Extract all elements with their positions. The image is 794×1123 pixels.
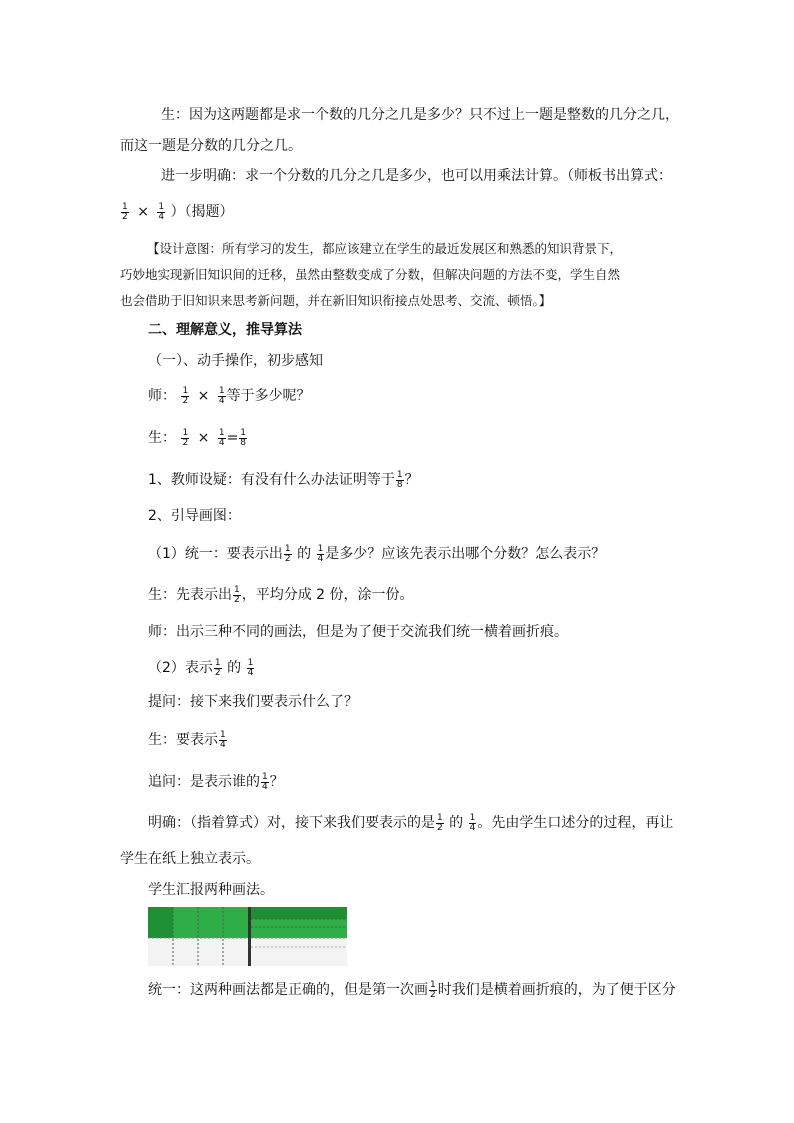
student-answer: 生：先表示出 $\frac{1}{2}$ ，平均分成 2 份，涂一份。 [148,584,414,605]
design-intent-line: 巧妙地实现新旧知识间的迁移，虽然由整数变成了分数，但解决问题的方法不变，学生自然 [120,267,621,282]
text-line: 生：因为这两题都是求一个数的几分之几是多少？只不过上一题是整数的几分之几， [161,107,679,123]
paper-folding-illustration [148,907,347,966]
list-item: （1）统一：要表示出 $\frac{1}{2}$ 的 $\frac{1}{4}$ 是多少？应该先表示出哪个分数？怎么表示？ [148,543,606,564]
list-item: （2）表示 $\frac{1}{2}$ 的 $\frac{1}{4}$ [148,657,254,678]
fraction: $\frac{1}{2}$ [182,385,189,406]
list-item: 2、引导画图： [148,508,241,524]
teacher-question: 追问：是表示谁的 $\frac{1}{4}$ ？ [148,771,284,792]
fraction: $\frac{1}{2}$ [122,201,128,222]
subsection-heading: （一）、动手操作，初步感知 [148,353,323,369]
section-heading: 二、理解意义，推导算法 [148,322,302,338]
clarify-paragraph-cont: 学生在纸上独立表示。 [120,851,260,867]
fraction: $\frac{1}{2}$ [182,427,189,448]
fraction: $\frac{1}{4}$ [247,657,254,678]
paragraph-student-reply [161,105,679,125]
paper-folding-photo [148,907,347,966]
fraction: $\frac{1}{8}$ [396,469,403,490]
list-item: 1、教师设疑：有没有什么办法证明等于 $\frac{1}{8}$ ？ [148,469,419,490]
paragraph-further-clarify [161,166,672,186]
fraction: $\frac{1}{4}$ [158,201,165,222]
student-answer: 生：要表示 $\frac{1}{4}$ [148,729,226,750]
fraction: $\frac{1}{2}$ [437,812,443,833]
paragraph-student-reply-cont [120,136,302,156]
student-answer: 生： $\frac{1}{2}$ × $\frac{1}{4}$ = $\frac{1}{8}$ [148,427,247,448]
fraction: $\frac{1}{4}$ [218,385,225,406]
teacher-question: 提问：接下来我们要表示什么了？ [148,694,358,710]
fraction: $\frac{1}{8}$ [240,427,247,448]
fraction: $\frac{1}{2}$ [234,584,240,605]
fraction: $\frac{1}{2}$ [214,657,221,678]
teacher-question: 师： $\frac{1}{2}$ × $\frac{1}{4}$ 等于多少呢？ [148,385,311,406]
fraction: $\frac{1}{4}$ [469,812,476,833]
text-line: 进一步明确：求一个分数的几分之几是多少，也可以用乘法计算。（师板书出算式： [161,168,672,184]
teacher-statement: 师：出示三种不同的画法，但是为了便于交流我们统一横着画折痕。 [148,624,568,640]
fraction: $\frac{1}{2}$ [430,979,436,1000]
clarify-paragraph: 明确：（指着算式）对，接下来我们要表示的是 $\frac{1}{2}$ 的 $\frac{1}{4}$ 。先由学生口述分的过程，再让 [148,812,674,833]
fraction: $\frac{1}{4}$ [218,427,225,448]
design-intent-line: 也会借助于旧知识来思考新问题，并在新旧知识衔接点处思考、交流、顿悟。】 [120,293,552,308]
unify-paragraph: 统一：这两种画法都是正确的，但是第一次画 $\frac{1}{2}$ 时我们是横着画折痕的，为了便于区分 [148,979,676,1000]
times-sign: × [137,204,149,220]
fraction: $\frac{1}{2}$ [284,543,291,564]
report-line: 学生汇报两种画法。 [148,882,274,898]
text-line: 而这一题是分数的几分之几。 [120,138,302,154]
fraction: $\frac{1}{4}$ [262,771,268,792]
text-tail: ）（揭题） [170,204,234,220]
fraction: $\frac{1}{4}$ [317,543,324,564]
formula-line [120,202,234,222]
fraction: $\frac{1}{4}$ [220,729,226,750]
design-intent-line: 【设计意图：所有学习的发生，都应该建立在学生的最近发展区和熟悉的知识背景下， [147,241,623,256]
